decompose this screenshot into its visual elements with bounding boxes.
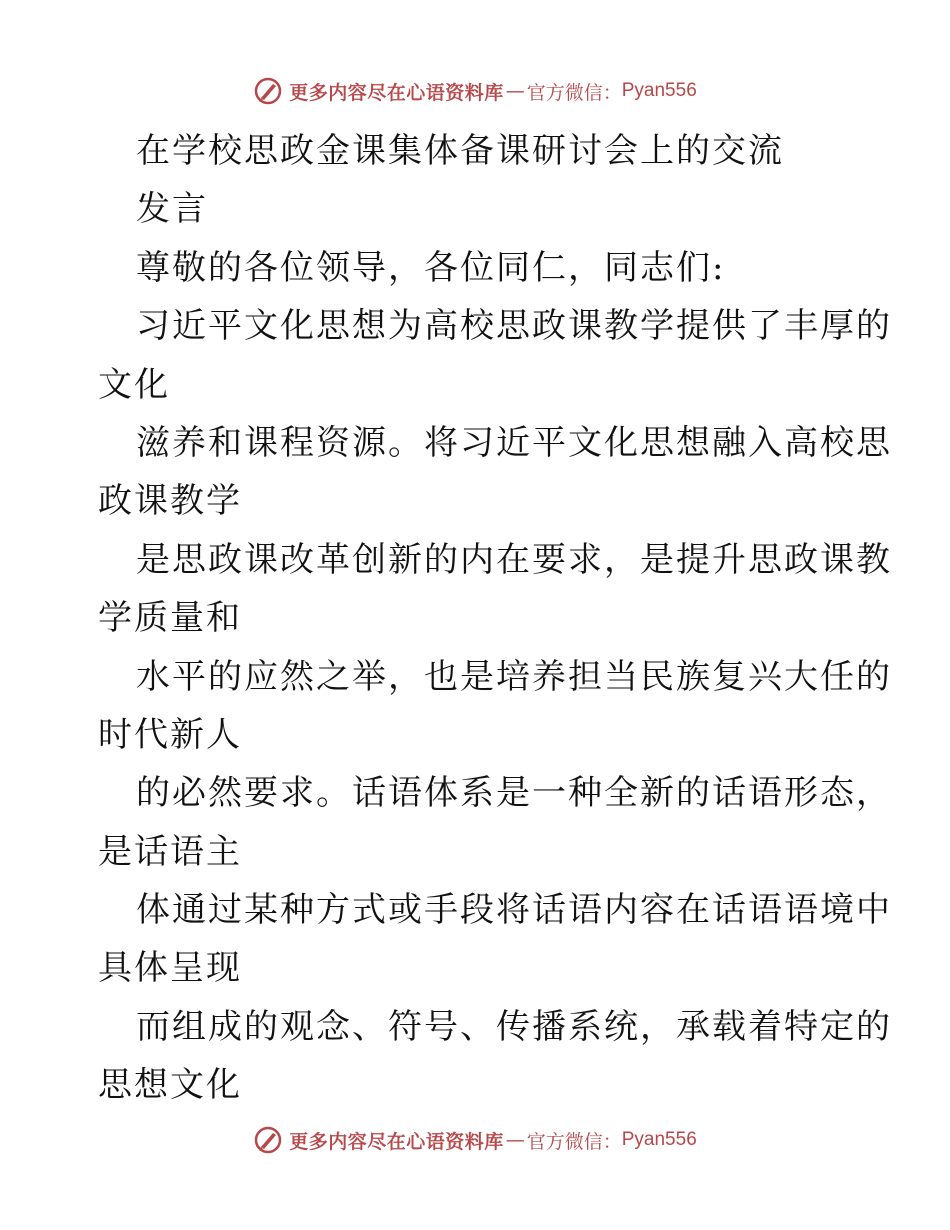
footer-banner: [0, 1120, 950, 1160]
text-line: 政课教学: [98, 481, 242, 522]
text-line: 尊敬的各位领导，各位同仁，同志们:: [136, 247, 726, 288]
document-body: [98, 122, 892, 1115]
banner-wechat-id: Pyan556: [621, 80, 697, 101]
banner-label: 官方微信：: [526, 1130, 622, 1153]
banner-prefix-text: 更多内容尽在心语资料库: [289, 81, 504, 104]
text-line: 在学校思政金课集体备课研讨会上的交流: [136, 131, 784, 171]
text-line: 具体呈现: [98, 948, 242, 989]
feather-pen-logo-icon: [253, 1125, 283, 1155]
text-line: 习近平文化思想为高校思政课教学提供了丰厚的: [136, 306, 892, 347]
text-line: 时代新人: [98, 714, 242, 755]
text-line: 的必然要求。话语体系是一种全新的话语形态，: [136, 773, 892, 814]
banner-dash: —: [505, 1129, 525, 1151]
text-line: 思想文化: [98, 1065, 242, 1106]
banner-dash: —: [505, 80, 525, 102]
banner-wechat-id: Pyan556: [621, 1129, 697, 1150]
text-line: 滋养和课程资源。将习近平文化思想融入高校思: [136, 422, 892, 463]
text-line: 是话语主: [98, 831, 242, 872]
text-line: 是思政课改革创新的内在要求，是提升思政课教: [136, 539, 892, 580]
banner-label: 官方微信：: [526, 81, 622, 104]
text-line: 文化: [98, 364, 170, 405]
text-line: 而组成的观念、符号、传播系统，承载着特定的: [136, 1006, 892, 1047]
banner-prefix-text: 更多内容尽在心语资料库: [289, 1130, 504, 1153]
text-line: 发言: [136, 189, 208, 230]
text-line: 水平的应然之举，也是培养担当民族复兴大任的: [136, 656, 892, 697]
header-banner: [0, 71, 950, 111]
text-line: 学质量和: [98, 598, 242, 639]
text-line: 体通过某种方式或手段将话语内容在话语语境中: [136, 890, 892, 931]
feather-pen-logo-icon: [253, 76, 283, 106]
